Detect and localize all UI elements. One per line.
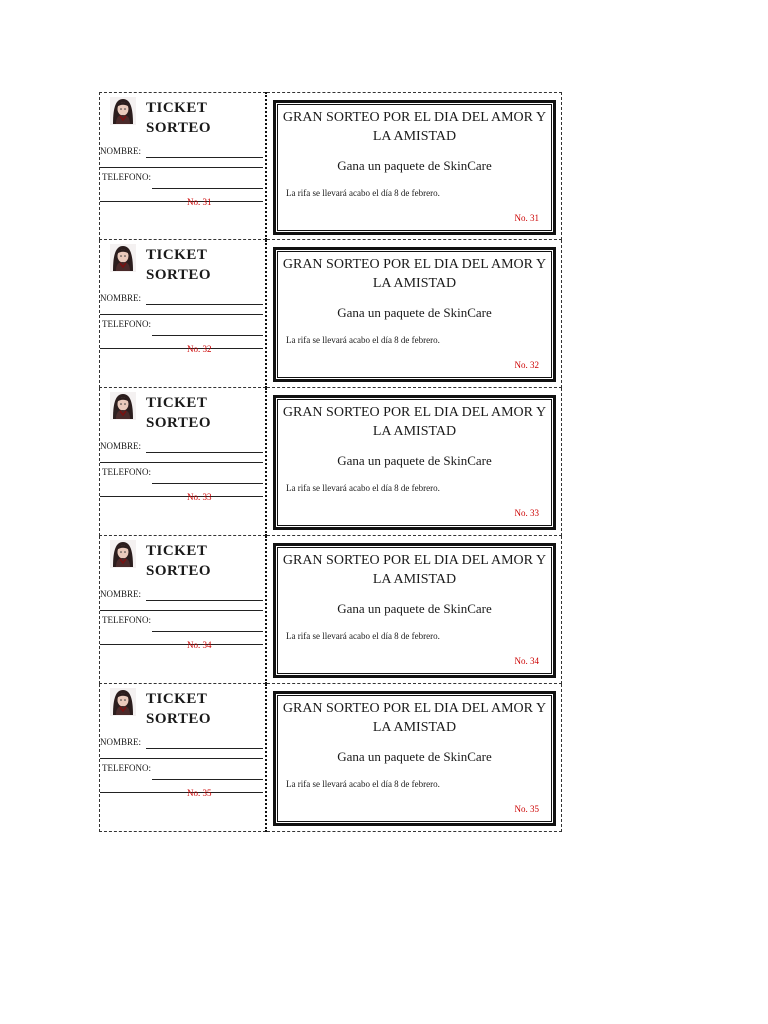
ticket-row: [99, 388, 562, 536]
card-number: No. 33: [514, 508, 539, 518]
card-subtitle: Gana un paquete de SkinCare: [337, 749, 492, 764]
stub-number: No. 32: [187, 344, 212, 354]
telefono-label: TELEFONO:: [102, 319, 151, 329]
telefono-line[interactable]: [152, 631, 263, 632]
card-number: No. 35: [514, 804, 539, 814]
girl-portrait-icon: [110, 392, 136, 420]
telefono-line[interactable]: [152, 188, 263, 189]
telefono-label: TELEFONO:: [102, 467, 151, 477]
stub-title: TICKET SORTEO: [146, 395, 211, 431]
stub-number: No. 35: [187, 788, 212, 798]
nombre-line-2[interactable]: [100, 167, 263, 168]
nombre-label: NOMBRE:: [100, 441, 142, 451]
ticket-main: [267, 92, 562, 240]
girl-portrait-icon: [110, 688, 136, 716]
nombre-line-2[interactable]: [100, 758, 263, 759]
girl-portrait-icon: [110, 540, 136, 568]
card-title: GRAN SORTEO POR EL DIA DEL AMOR Y LA AMISTAD: [282, 110, 547, 144]
ticket-main: [267, 536, 562, 684]
stub-bottom-line: [100, 201, 263, 202]
nombre-line-2[interactable]: [100, 610, 263, 611]
card-subtitle: Gana un paquete de SkinCare: [337, 158, 492, 173]
ticket-main: [267, 684, 562, 832]
card-note: La rifa se llevará acabo el día 8 de febrero.: [286, 335, 440, 345]
nombre-line[interactable]: [146, 600, 263, 601]
ticket-card: [273, 100, 556, 235]
stub-bottom-line: [100, 644, 263, 645]
nombre-line[interactable]: [146, 452, 263, 453]
card-number: No. 34: [514, 656, 539, 666]
stub-title: TICKET SORTEO: [146, 100, 211, 136]
telefono-label: TELEFONO:: [102, 172, 151, 182]
telefono-label: TELEFONO:: [102, 615, 151, 625]
ticket-card: [273, 247, 556, 382]
girl-portrait-icon: [110, 244, 136, 272]
stub-number: No. 34: [187, 640, 212, 650]
card-title: GRAN SORTEO POR EL DIA DEL AMOR Y LA AMISTAD: [282, 701, 547, 735]
stub-bottom-line: [100, 496, 263, 497]
nombre-line[interactable]: [146, 748, 263, 749]
ticket-row: [99, 92, 562, 240]
ticket-row: [99, 536, 562, 684]
card-subtitle: Gana un paquete de SkinCare: [337, 305, 492, 320]
card-note: La rifa se llevará acabo el día 8 de febrero.: [286, 188, 440, 198]
telefono-line[interactable]: [152, 779, 263, 780]
stub-title: TICKET SORTEO: [146, 691, 211, 727]
stub-title: TICKET SORTEO: [146, 543, 211, 579]
ticket-row: [99, 240, 562, 388]
stub-bottom-line: [100, 348, 263, 349]
card-title: GRAN SORTEO POR EL DIA DEL AMOR Y LA AMISTAD: [282, 257, 547, 291]
ticket-stub: [99, 92, 266, 240]
ticket-main: [267, 388, 562, 536]
telefono-line[interactable]: [152, 335, 263, 336]
card-title: GRAN SORTEO POR EL DIA DEL AMOR Y LA AMISTAD: [282, 553, 547, 587]
card-number: No. 31: [514, 213, 539, 223]
nombre-label: NOMBRE:: [100, 737, 142, 747]
telefono-label: TELEFONO:: [102, 763, 151, 773]
nombre-line[interactable]: [146, 157, 263, 158]
nombre-label: NOMBRE:: [100, 589, 142, 599]
girl-portrait-icon: [110, 97, 136, 125]
card-note: La rifa se llevará acabo el día 8 de febrero.: [286, 631, 440, 641]
ticket-main: [267, 240, 562, 388]
stub-bottom-line: [100, 792, 263, 793]
card-note: La rifa se llevará acabo el día 8 de febrero.: [286, 483, 440, 493]
ticket-card: [273, 395, 556, 530]
card-note: La rifa se llevará acabo el día 8 de febrero.: [286, 779, 440, 789]
nombre-label: NOMBRE:: [100, 146, 142, 156]
ticket-sheet: [99, 92, 562, 832]
card-number: No. 32: [514, 360, 539, 370]
nombre-line-2[interactable]: [100, 462, 263, 463]
ticket-card: [273, 691, 556, 826]
nombre-line[interactable]: [146, 304, 263, 305]
card-subtitle: Gana un paquete de SkinCare: [337, 601, 492, 616]
ticket-stub: [99, 388, 266, 536]
ticket-stub: [99, 536, 266, 684]
card-title: GRAN SORTEO POR EL DIA DEL AMOR Y LA AMISTAD: [282, 405, 547, 439]
stub-number: No. 31: [187, 197, 212, 207]
nombre-label: NOMBRE:: [100, 293, 142, 303]
nombre-line-2[interactable]: [100, 314, 263, 315]
telefono-line[interactable]: [152, 483, 263, 484]
ticket-row: [99, 684, 562, 832]
stub-title: TICKET SORTEO: [146, 247, 211, 283]
ticket-stub: [99, 240, 266, 388]
card-subtitle: Gana un paquete de SkinCare: [337, 453, 492, 468]
stub-number: No. 33: [187, 492, 212, 502]
ticket-card: [273, 543, 556, 678]
ticket-stub: [99, 684, 266, 832]
